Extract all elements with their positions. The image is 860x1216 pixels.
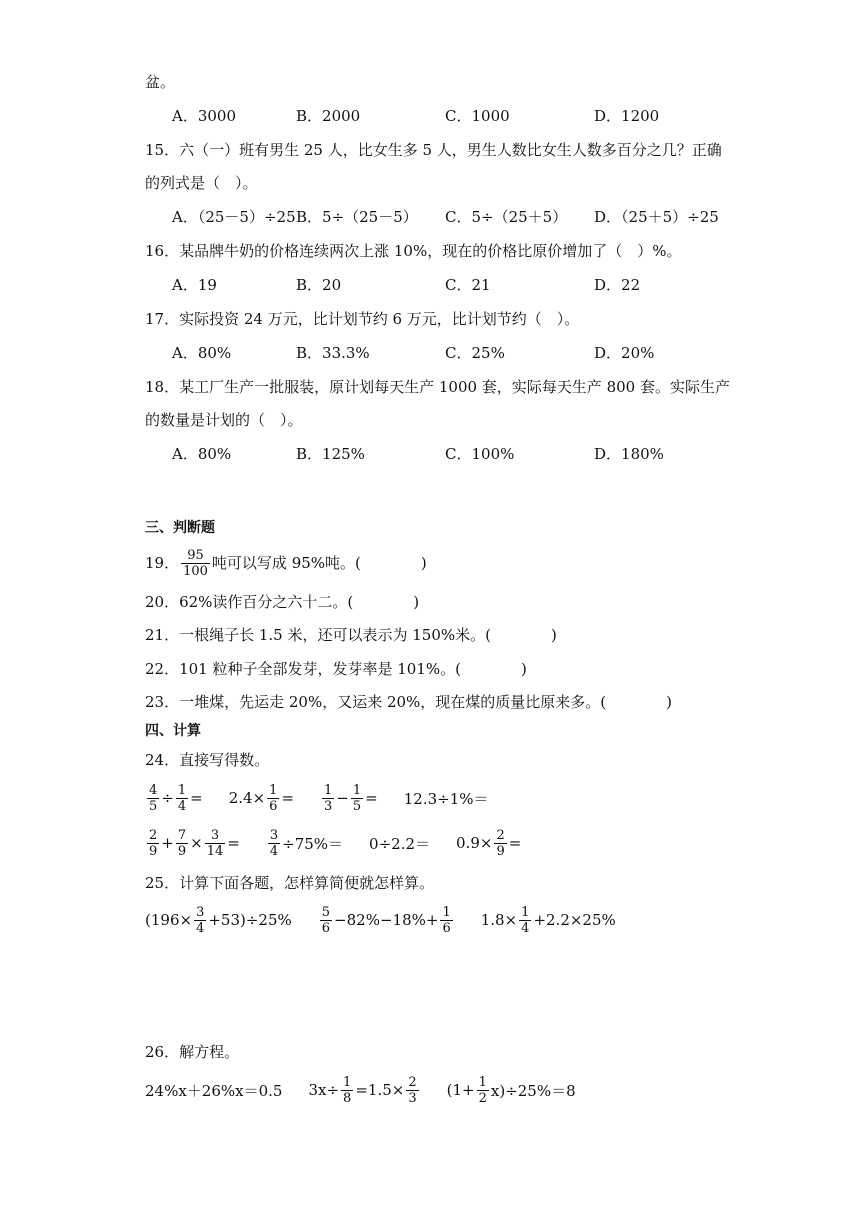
question-text-2: 的列式是（ ）。 bbox=[145, 174, 258, 192]
option-d: D．22 bbox=[594, 276, 641, 294]
expr-text: =1.5× bbox=[355, 1081, 405, 1099]
question-24: 24．直接写得数。 bbox=[145, 751, 270, 769]
denominator: 4 bbox=[521, 920, 530, 936]
numerator: 1 bbox=[442, 904, 451, 920]
question-text: 18．某工厂生产一批服装，原计划每天生产 1000 套，实际每天生产 800 套。实际生产 bbox=[145, 378, 730, 396]
numerator: 3 bbox=[269, 827, 279, 843]
operator: × bbox=[190, 834, 203, 852]
q25-row bbox=[145, 900, 642, 940]
section-heading-calc: 四、计算 bbox=[145, 723, 201, 739]
option-a: A．（25－5）÷25 bbox=[172, 208, 296, 226]
expr-b bbox=[318, 905, 455, 936]
numerator: 4 bbox=[149, 782, 158, 798]
numerator: 7 bbox=[177, 827, 187, 843]
option-d: D．（25＋5）÷25 bbox=[594, 208, 719, 226]
denominator: 6 bbox=[269, 798, 278, 814]
q24-row-2 bbox=[145, 823, 547, 863]
q24-row-1 bbox=[145, 778, 515, 818]
option-a: A．3000 bbox=[172, 107, 237, 125]
fraction bbox=[147, 783, 159, 814]
numerator: 5 bbox=[321, 904, 331, 920]
fraction bbox=[147, 828, 159, 859]
denominator: 9 bbox=[177, 843, 187, 859]
expr-text: +2.2×25% bbox=[533, 911, 616, 929]
expr-c: 0÷2.2＝ bbox=[369, 834, 431, 853]
expr-text: −82%−18%+ bbox=[334, 911, 439, 929]
numerator: 1 bbox=[343, 1074, 352, 1090]
expr-d bbox=[456, 828, 521, 859]
expr-d: 12.3÷1%＝ bbox=[403, 789, 489, 808]
option-b: B．33.3% bbox=[296, 344, 370, 362]
expr-a bbox=[145, 783, 203, 814]
question-number: 19． bbox=[145, 554, 180, 572]
fraction bbox=[440, 905, 452, 936]
numerator: 1 bbox=[324, 782, 333, 798]
question-text-2: 的数量是计划的（ ）。 bbox=[145, 411, 303, 429]
fraction bbox=[181, 548, 210, 579]
option-b: B．125% bbox=[296, 445, 365, 463]
numerator: 3 bbox=[196, 904, 205, 920]
option-a: A．80% bbox=[172, 445, 232, 463]
numerator: 1 bbox=[177, 782, 187, 798]
question-26: 26．解方程。 bbox=[145, 1043, 240, 1061]
option-b: B．5÷（25－5） bbox=[296, 208, 418, 226]
question-text: 吨可以写成 95%吨。( ) bbox=[211, 554, 427, 572]
expr-text: x)÷25%＝8 bbox=[490, 1081, 576, 1100]
denominator: 9 bbox=[496, 843, 505, 859]
question-text: 17．实际投资 24 万元，比计划节约 6 万元，比计划节约（ ）。 bbox=[145, 310, 580, 328]
q26-row bbox=[145, 1070, 602, 1110]
denominator: 3 bbox=[408, 1090, 417, 1106]
expr-c bbox=[481, 905, 616, 936]
denominator: 5 bbox=[149, 798, 158, 814]
fraction bbox=[351, 783, 363, 814]
section-heading-judgment: 三、判断题 bbox=[145, 520, 215, 536]
option-d: D．20% bbox=[594, 344, 655, 362]
question-20: 20．62%读作百分之六十二。( ) bbox=[145, 593, 420, 611]
denominator: 6 bbox=[442, 920, 451, 936]
expr-c bbox=[320, 783, 378, 814]
question-23: 23．一堆煤，先运走 20%，又运来 20%，现在煤的质量比原来多。( ) bbox=[145, 693, 673, 711]
numerator: 2 bbox=[149, 827, 158, 843]
expr-a bbox=[145, 828, 240, 859]
option-c: C．5÷（25＋5） bbox=[445, 208, 568, 226]
fraction bbox=[519, 905, 531, 936]
option-c: C．1000 bbox=[445, 107, 510, 125]
equals: = bbox=[508, 834, 522, 852]
option-c: C．100% bbox=[445, 445, 515, 463]
denominator: 4 bbox=[196, 920, 205, 936]
numerator: 1 bbox=[521, 904, 530, 920]
fraction bbox=[194, 905, 206, 936]
numerator: 2 bbox=[496, 827, 505, 843]
denominator: 100 bbox=[183, 563, 208, 579]
denominator: 3 bbox=[324, 798, 333, 814]
numerator: 1 bbox=[478, 1074, 487, 1090]
numerator: 1 bbox=[269, 782, 278, 798]
fraction bbox=[176, 783, 188, 814]
fraction bbox=[494, 828, 506, 859]
question-22: 22．101 粒种子全部发芽，发芽率是 101%。( ) bbox=[145, 660, 527, 678]
option-b: B．2000 bbox=[296, 107, 361, 125]
numerator: 3 bbox=[205, 828, 226, 844]
option-b: B．20 bbox=[296, 276, 342, 294]
denominator: 5 bbox=[352, 798, 362, 814]
denominator: 4 bbox=[269, 843, 279, 859]
denominator: 8 bbox=[343, 1090, 352, 1106]
fraction bbox=[268, 828, 280, 859]
expr-b bbox=[229, 783, 294, 814]
fraction bbox=[176, 828, 188, 859]
expr-text: 0.9× bbox=[456, 834, 493, 852]
denominator: 14 bbox=[206, 843, 224, 859]
numerator: 95 bbox=[181, 548, 210, 564]
option-c: C．25% bbox=[445, 344, 505, 362]
question-21: 21．一根绳子长 1.5 米，还可以表示为 150%米。( ) bbox=[145, 626, 557, 644]
option-a: A．19 bbox=[172, 276, 217, 294]
expr-text: +53)÷25% bbox=[208, 911, 292, 929]
expr-b bbox=[266, 828, 343, 859]
option-a: A．80% bbox=[172, 344, 232, 362]
expr-text: (196× bbox=[145, 911, 193, 929]
numerator: 2 bbox=[408, 1074, 417, 1090]
expr-a bbox=[145, 905, 292, 936]
expr-text: 1.8× bbox=[480, 911, 518, 929]
fraction bbox=[205, 828, 226, 859]
equation-a: 24%x＋26%x＝0.5 bbox=[145, 1081, 283, 1100]
fraction bbox=[320, 905, 332, 936]
expr-text: (1+ bbox=[446, 1081, 475, 1099]
option-c: C．21 bbox=[445, 276, 491, 294]
option-d: D．1200 bbox=[594, 107, 660, 125]
denominator: 9 bbox=[149, 843, 158, 859]
equals: = bbox=[365, 789, 378, 807]
question-19 bbox=[145, 545, 427, 581]
question-text: 16．某品牌牛奶的价格连续两次上涨 10%，现在的价格比原价增加了（ ）%。 bbox=[145, 242, 682, 260]
equation-c bbox=[447, 1075, 576, 1106]
equation-b bbox=[308, 1075, 420, 1106]
denominator: 4 bbox=[177, 798, 187, 814]
equals: = bbox=[190, 789, 203, 807]
denominator: 6 bbox=[321, 920, 331, 936]
equals: = bbox=[281, 789, 295, 807]
option-d: D．180% bbox=[594, 445, 664, 463]
expr-text: 3x÷ bbox=[308, 1081, 340, 1099]
denominator: 2 bbox=[478, 1090, 487, 1106]
question-text: 15．六（一）班有男生 25 人，比女生多 5 人，男生人数比女生人数多百分之几？正确 bbox=[145, 141, 722, 159]
continued-text: 盆。 bbox=[145, 73, 176, 91]
operator: − bbox=[336, 789, 349, 807]
fraction bbox=[341, 1075, 353, 1106]
fraction bbox=[406, 1075, 418, 1106]
fraction bbox=[322, 783, 334, 814]
operator: + bbox=[161, 834, 174, 852]
operator: ÷ bbox=[161, 789, 174, 807]
fraction bbox=[267, 783, 279, 814]
question-25: 25．计算下面各题，怎样算简便就怎样算。 bbox=[145, 874, 435, 892]
expr-text: ÷75%＝ bbox=[282, 834, 344, 853]
numerator: 1 bbox=[352, 782, 362, 798]
expr-text: 2.4× bbox=[228, 789, 266, 807]
fraction bbox=[477, 1075, 489, 1106]
equals: = bbox=[227, 834, 240, 852]
